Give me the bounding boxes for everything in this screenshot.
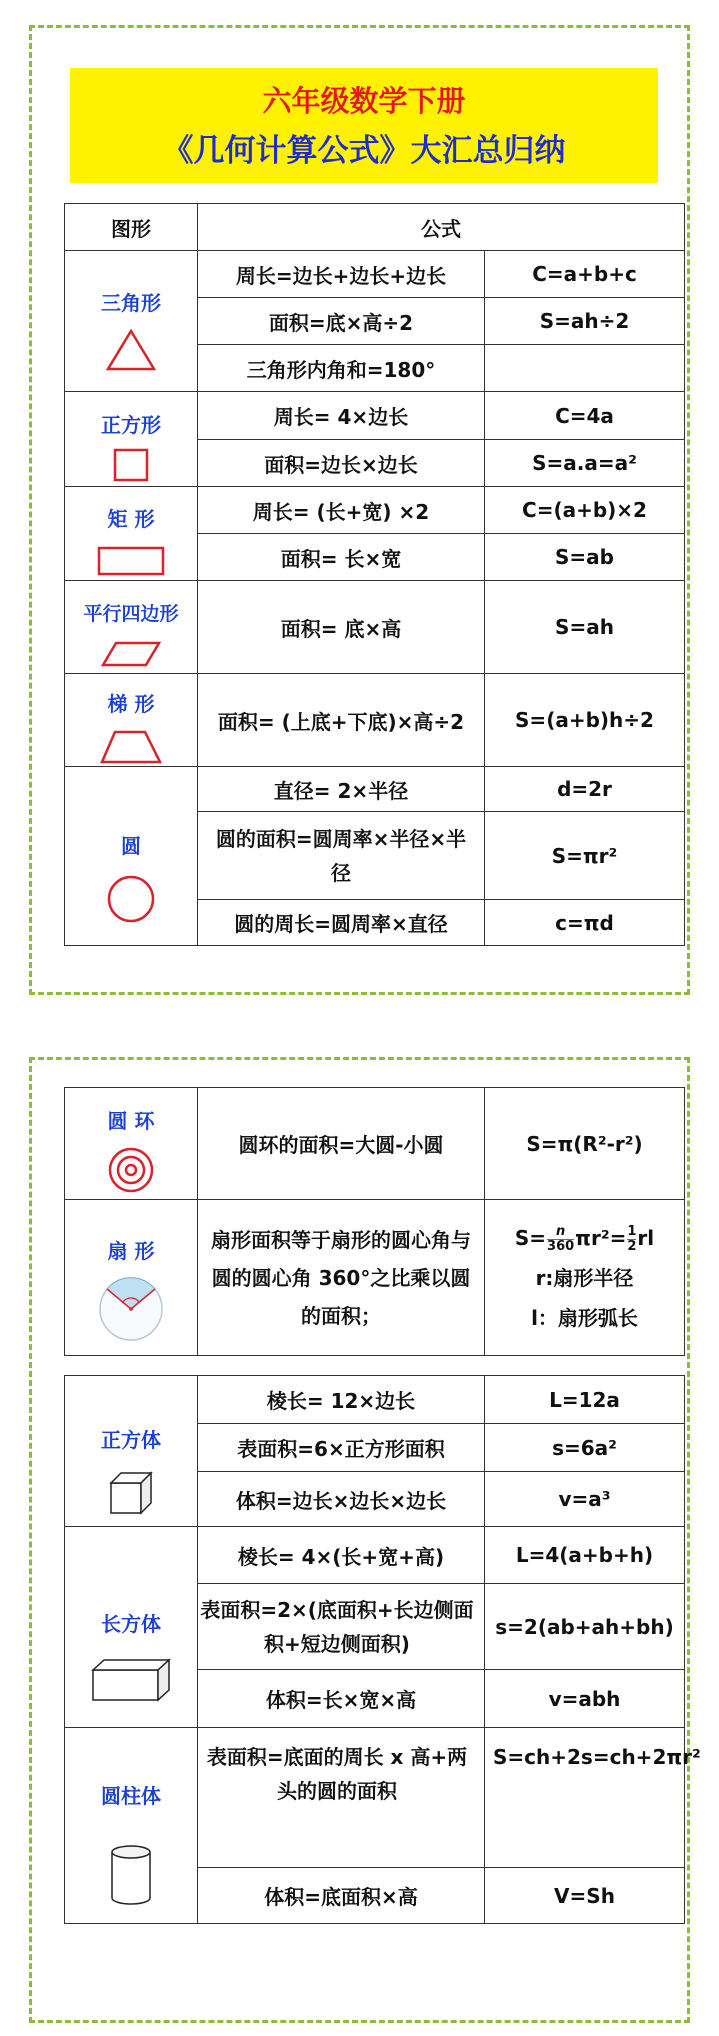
table-row: [65, 1200, 685, 1356]
title-line-2: 《几何计算公式》大汇总归纳: [162, 133, 566, 169]
fraction-denominator: 2: [627, 1238, 637, 1254]
sector-suffix: rl: [637, 1225, 655, 1250]
solids-table: [64, 1375, 701, 1924]
table-row: [65, 392, 685, 440]
table-row: [65, 767, 685, 812]
trapezoid-formula: S=(a+b)h÷2: [485, 674, 685, 767]
table-row: [65, 1088, 685, 1200]
table-row: [65, 487, 685, 534]
triangle-formula-3: [485, 345, 685, 392]
sector-formula-line-3: l：扇形弧长: [531, 1305, 638, 1330]
sector-desc: 扇形面积等于扇形的圆心角与圆的圆心角 360°之比乘以圆的面积；: [198, 1200, 485, 1356]
sector-formula-line-1: [485, 1221, 684, 1255]
cylinder-name: 圆柱体: [101, 1784, 161, 1808]
cube-desc-1: 棱长= 12×边长: [198, 1376, 485, 1424]
title-banner: [70, 68, 658, 183]
square-formula-2: S=a.a=a²: [485, 440, 685, 487]
parallelogram-desc: 面积= 底×高: [198, 581, 485, 674]
sector-mid: πr²=: [575, 1225, 627, 1250]
circle-desc-1: 直径= 2×半径: [198, 767, 485, 812]
cuboid-icon: [90, 1657, 172, 1703]
square-formula-1: C=4a: [485, 392, 685, 440]
circle-formula-1: d=2r: [485, 767, 685, 812]
table-row: [65, 674, 685, 767]
sector-formula: [485, 1200, 685, 1356]
table-row: [65, 1376, 685, 1424]
square-desc-1: 周长= 4×边长: [198, 392, 485, 440]
cylinder-formula-1: S=ch+2s=ch+2πr²: [485, 1728, 685, 1868]
ring-formula: S=π(R²-r²): [485, 1088, 685, 1200]
triangle-icon: [105, 328, 157, 372]
circle-icon: [105, 873, 157, 925]
trapezoid-icon: [99, 729, 163, 765]
ring-icon: [107, 1146, 155, 1194]
header-shape: 图形: [65, 204, 198, 251]
cube-formula-2: s=6a²: [485, 1424, 685, 1472]
cylinder-icon: [108, 1843, 154, 1907]
trapezoid-cell: [65, 674, 198, 767]
ring-desc: 圆环的面积=大圆-小圆: [198, 1088, 485, 1200]
ring-cell: [65, 1088, 198, 1200]
sector-cell: [65, 1200, 198, 1356]
parallelogram-name: 平行四边形: [83, 602, 179, 625]
cuboid-formula-1: L=4(a+b+h): [485, 1527, 685, 1584]
sector-s-prefix: S=: [514, 1225, 547, 1250]
rectangle-cell: [65, 487, 198, 581]
triangle-desc-2: 面积=底×高÷2: [198, 298, 485, 345]
fraction-denominator: 360: [547, 1238, 575, 1254]
panel-ring-sector-solids: [29, 1057, 701, 2023]
title-line-1: 六年级数学下册: [262, 84, 466, 118]
cuboid-formula-3: v=abh: [485, 1670, 685, 1728]
rectangle-desc-2: 面积= 长×宽: [198, 534, 485, 581]
cuboid-cell: [65, 1527, 198, 1728]
ring-name: 圆 环: [107, 1109, 155, 1133]
triangle-desc-3: 三角形内角和=180°: [198, 345, 485, 392]
cuboid-desc-1: 棱长= 4×(长+宽+高): [198, 1527, 485, 1584]
circle-name: 圆: [121, 833, 141, 858]
circle-desc-3: 圆的周长=圆周率×直径: [198, 900, 485, 946]
plane-figures-table: [64, 203, 685, 946]
rectangle-icon: [96, 546, 166, 576]
triangle-formula-1: C=a+b+c: [485, 251, 685, 298]
ring-sector-table: [64, 1087, 685, 1356]
circle-desc-2: 圆的面积=圆周率×半径×半径: [198, 812, 485, 900]
cylinder-cell: [65, 1728, 198, 1924]
square-cell: [65, 392, 198, 487]
rectangle-formula-2: S=ab: [485, 534, 685, 581]
cylinder-formula-2: V=Sh: [485, 1868, 685, 1924]
table-row: [65, 581, 685, 674]
cuboid-name: 长方体: [101, 1611, 161, 1636]
circle-cell: [65, 767, 198, 946]
sector-fraction-n-360: [547, 1225, 574, 1254]
rectangle-desc-1: 周长= (长+宽) ×2: [198, 487, 485, 534]
sector-formula-line-2: r:扇形半径: [535, 1265, 634, 1290]
cube-desc-2: 表面积=6×正方形面积: [198, 1424, 485, 1472]
cuboid-formula-2: s=2(ab+ah+bh): [485, 1584, 685, 1670]
triangle-cell: [65, 251, 198, 392]
circle-formula-2: S=πr²: [485, 812, 685, 900]
panel-plane-figures: [29, 25, 690, 995]
circle-formula-3: c=πd: [485, 900, 685, 946]
square-icon: [111, 448, 151, 482]
rectangle-formula-1: C=(a+b)×2: [485, 487, 685, 534]
square-desc-2: 面积=边长×边长: [198, 440, 485, 487]
parallelogram-formula: S=ah: [485, 581, 685, 674]
cylinder-desc-1: 表面积=底面的周长 x 高+两头的圆的面积: [198, 1728, 485, 1868]
trapezoid-desc: 面积= (上底+下底)×高÷2: [198, 674, 485, 767]
cube-formula-1: L=12a: [485, 1376, 685, 1424]
cube-cell: [65, 1376, 198, 1527]
table-row: [65, 1527, 685, 1584]
parallelogram-cell: [65, 581, 198, 674]
cylinder-desc-2: 体积=底面积×高: [198, 1868, 485, 1924]
parallelogram-icon: [100, 640, 162, 668]
sector-name: 扇 形: [107, 1239, 155, 1263]
triangle-formula-2: S=ah÷2: [485, 298, 685, 345]
cube-name: 正方体: [101, 1427, 161, 1452]
table-row: [65, 251, 685, 298]
cube-formula-3: v=a³: [485, 1472, 685, 1527]
table-row: [65, 1728, 685, 1868]
sector-fraction-1-2: [627, 1225, 636, 1254]
triangle-name: 三角形: [101, 290, 161, 315]
fraction-numerator: 1: [627, 1223, 637, 1239]
square-name: 正方形: [101, 412, 161, 437]
rectangle-name: 矩 形: [107, 507, 155, 531]
sector-icon: [94, 1276, 168, 1342]
header-formula: 公式: [198, 204, 685, 251]
table-header-row: [65, 204, 685, 251]
trapezoid-name: 梯 形: [107, 691, 155, 716]
triangle-desc-1: 周长=边长+边长+边长: [198, 251, 485, 298]
cube-desc-3: 体积=边长×边长×边长: [198, 1472, 485, 1527]
cuboid-desc-3: 体积=长×宽×高: [198, 1670, 485, 1728]
cube-icon: [107, 1469, 155, 1515]
cuboid-desc-2: 表面积=2×(底面积+长边侧面积+短边侧面积): [198, 1584, 485, 1670]
fraction-numerator: n: [547, 1225, 574, 1240]
